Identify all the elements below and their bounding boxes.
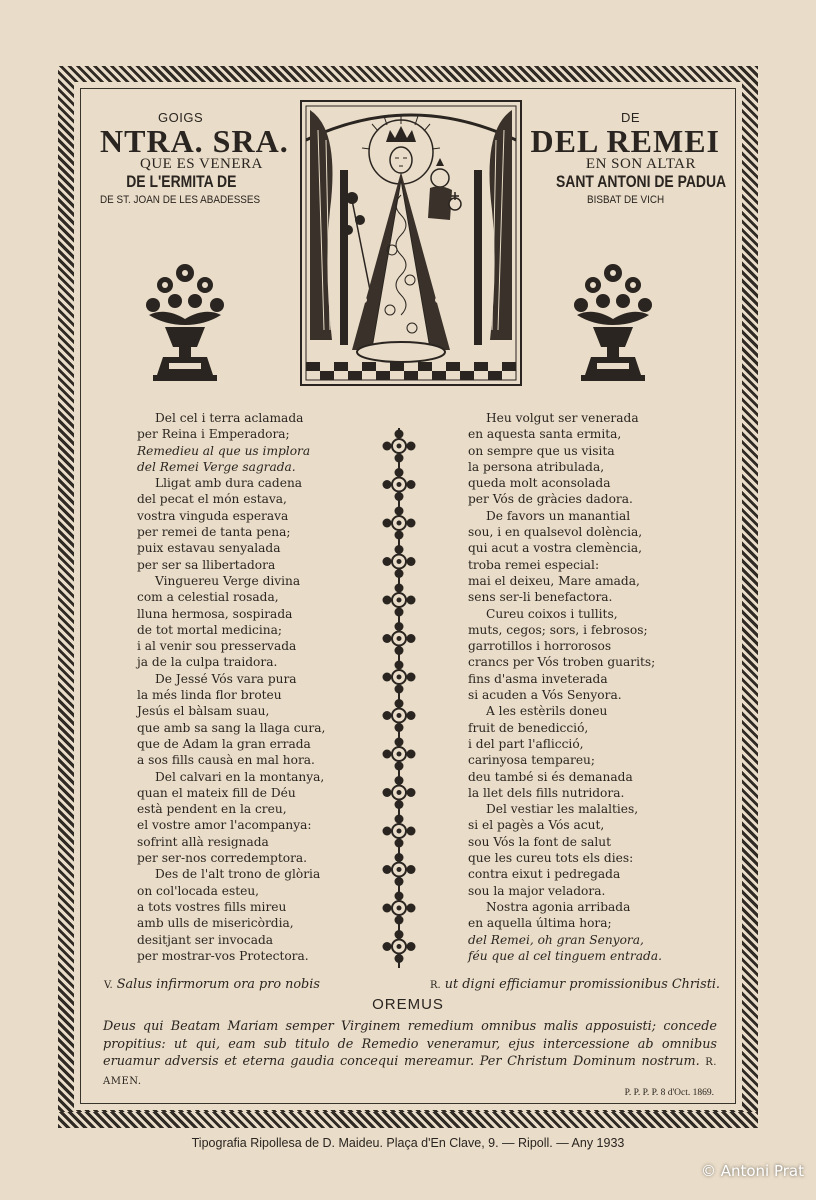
floral-column-divider [379,428,419,968]
verse-line: per Reina i Emperadora; [137,427,290,442]
verse-line: i del part l'aflicció, [468,736,584,751]
verse-line: carinyosa tempareu; [468,753,596,768]
verse-line: sou, i en qualsevol dolència, [468,525,643,540]
header-right-line1: DE [620,110,640,125]
header-left-line4: DE L'ERMITA DE [126,172,237,191]
flower-vase-left-icon [135,255,235,385]
verse-line: sou Vós la font de salut [468,834,612,849]
verse-line: en aquesta santa ermita, [468,427,622,442]
response [430,977,720,992]
verse-line: per Vós de gràcies dadora. [468,492,633,507]
floral-ornament-icon [383,892,416,925]
indulgence-note: P. P. P. P. 8 d'Oct. 1869. [624,1088,714,1098]
bottom-ornamental-border [58,1112,758,1128]
verse-line: sofrint allà resignada [137,834,269,849]
verse-line: fruit de benedicció, [468,720,589,735]
verse-line: De favors un manantial [486,508,631,523]
header-right-line3: EN SON ALTAR [585,156,696,172]
verse-line: i al venir sou presservada [137,639,297,654]
header-left-title: NTRA. SRA. [100,123,289,159]
verse-line: contra eixut i pedregada [468,867,621,882]
verse-line: de tot mortal medicina; [137,622,282,637]
verse-line: sens ser-li benefactora. [468,590,613,605]
prayer-amen: R. AMEN. [103,1057,717,1087]
verse-line: a sos fills causà en mal hora. [137,753,315,768]
madonna-child-woodcut [300,100,522,386]
verse-line: Del cel i terra aclamada [155,411,304,425]
header-right-line4: SANT ANTONI DE PADUA [556,172,727,191]
verse-line: muts, cegos; sors, i febrosos; [468,622,648,637]
flower-vase-right-icon [563,255,663,385]
verse-line: deu també si és demanada [468,769,633,784]
verse-line: on col'locada esteu, [137,883,260,898]
verse-line: que les cureu tots els dies: [468,851,634,866]
verse-line: Del vestiar les malalties, [486,802,639,817]
header-right-line5: BISBAT DE VICH [586,194,665,206]
floral-ornament-icon [383,468,416,501]
prayer-body: Deus qui Beatam Mariam semper Virginem remedium omnibus malis apposuisti; concede propitius: ut qui, eam sub titulo de Remedio veneramur, ejus intercessione ab omnibus eruamur adversis et eterna gaudia concequi mereamur. Per Christum Dominum nostrum. [103,1019,717,1069]
versicle-mark: V. [104,980,113,991]
verse-line: A les estèrils doneu [486,704,608,719]
verse-line: fins d'asma inveterada [468,671,608,686]
floral-ornament-icon [383,699,416,732]
verse-line: garrotillos i horrorosos [468,639,612,654]
verse-line: si acuden a Vós Senyora. [468,688,622,703]
header-left [100,110,300,206]
verse-line: Del calvari en la montanya, [155,769,325,784]
floral-ornament-icon [383,776,416,809]
header-right [520,110,727,206]
verse-line: el vostre amor l'acompanya: [137,818,312,833]
floral-ornament-icon [383,853,416,886]
verse-line: féu que al cel tinguem entrada. [468,948,662,963]
verse-line: del pecat el món estava, [137,492,287,507]
floral-ornament-icon [383,622,416,655]
verse-line: del Remei Verge sagrada. [137,459,296,474]
verse-line: queda molt aconsolada [468,476,611,491]
response-text: ut digni efficiamur promissionibus Christi. [444,977,720,992]
verse-line: Nostra agonia arribada [486,899,631,914]
header-left-line1: GOIGS [158,110,204,125]
verse-line: que amb sa sang la llaga cura, [137,720,326,735]
verse-line: on sempre que us visita [468,443,615,458]
response-mark: R. [430,980,441,991]
verse-line: vostra vinguda esperava [137,508,289,523]
verse-line: Des de l'alt trono de glòria [155,867,321,882]
verses-right-column [468,410,662,964]
verse-line: la més linda flor broteu [137,688,282,703]
verse-line: per mostrar-vos Protectora. [137,948,309,963]
verse-line: qui acut a vostra clemència, [468,541,643,556]
verse-line: la persona atribulada, [468,459,605,474]
verse-line: amb ulls de misericòrdia, [137,916,294,931]
verse-line: que de Adam la gran errada [137,736,311,751]
verse-line: està pendent en la creu, [137,802,287,817]
floral-ornament-icon [383,815,416,848]
verse-line: Jesús el bàlsam suau, [137,704,270,719]
verse-line: la llet dels fills nutridora. [468,785,625,800]
verse-line: Vinguereu Verge divina [155,573,301,588]
verse-line: del Remei, oh gran Senyora, [468,932,644,947]
floral-ornament-icon [383,661,416,694]
verse-line: troba remei especial: [468,557,600,572]
floral-ornament-icon [383,584,416,617]
verse-line: a tots vostres fills mireu [137,899,287,914]
copyright-watermark: © Antoni Prat [700,1162,804,1180]
verse-line: ja de la culpa traidora. [137,655,278,670]
versicle [104,977,320,992]
header-right-title: DEL REMEI [530,123,720,159]
oremus-title: OREMUS [372,996,444,1013]
verse-line: en aquella última hora; [468,916,612,931]
verse-line: Remedieu al que us implora [137,443,311,458]
verse-line: per remei de tanta pena; [137,525,291,540]
header-left-line5: DE ST. JOAN DE LES ABADESSES [100,194,261,206]
verse-line: Cureu coixos i tullits, [486,606,618,621]
floral-ornament-icon [383,738,416,771]
verse-line: per ser-nos corredemptora. [137,851,308,866]
verse-line: crancs per Vós troben guarits; [468,655,656,670]
printer-imprint: Tipografia Ripollesa de D. Maideu. Plaça d'En Clave, 9. — Ripoll. — Any 1933 [191,1136,625,1150]
verse-line: per ser sa llibertadora [137,557,276,572]
versicle-text: Salus infirmorum ora pro nobis [116,977,320,992]
verse-line: puix estavau senyalada [137,541,281,556]
floral-ornament-icon [383,507,416,540]
verse-line: Heu volgut ser venerada [486,411,639,425]
floral-ornament-icon [383,545,416,578]
floral-ornament-icon [383,430,416,463]
verse-line: quan el mateix fill de Déu [137,785,296,800]
verse-line: com a celestial rosada, [137,590,279,605]
verse-line: Lligat amb dura cadena [155,476,303,491]
prayer-text [103,1018,717,1090]
verses-left-column [137,410,325,964]
floral-ornament-icon [383,930,416,963]
verse-line: mai el deixeu, Mare amada, [468,573,640,588]
verse-line: De Jessé Vós vara pura [155,671,297,686]
header-left-line3: QUE ES VENERA [140,156,263,172]
verse-line: sou la major veladora. [468,883,606,898]
verse-line: lluna hermosa, sospirada [137,606,293,621]
verse-line: desitjant ser invocada [137,932,274,947]
verse-line: si el pagès a Vós acut, [468,818,605,833]
